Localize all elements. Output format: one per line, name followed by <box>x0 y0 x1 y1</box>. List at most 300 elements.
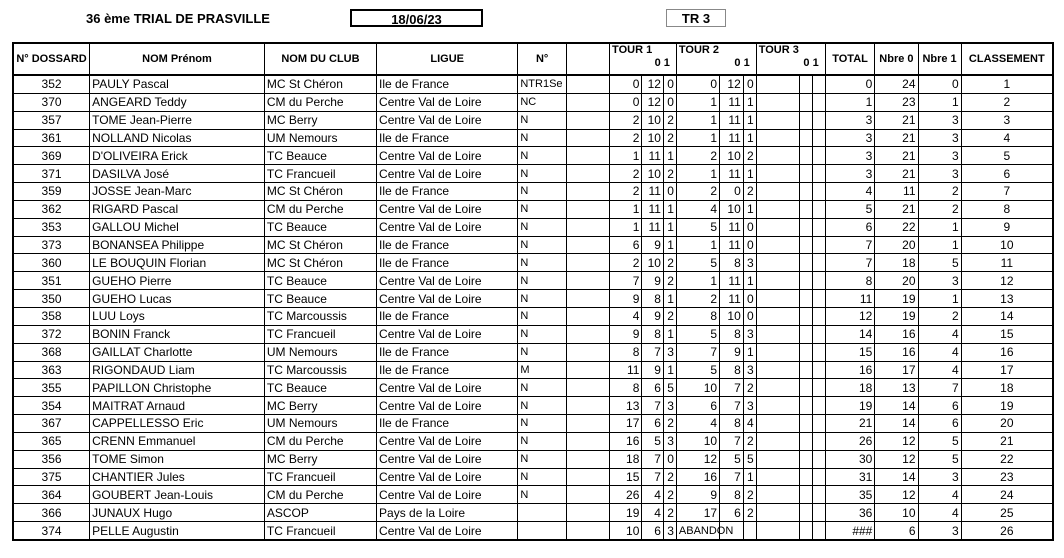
cell-n-extra <box>566 147 609 165</box>
cell-t2-pts: 8 <box>676 307 719 325</box>
cell-t3-pts <box>756 432 799 450</box>
cell-t3-0 <box>799 200 812 218</box>
cell-nom: CHANTIER Jules <box>90 468 265 486</box>
cell-total: 12 <box>825 307 875 325</box>
cell-t1-pts: 2 <box>610 165 642 183</box>
cell-t1-1: 2 <box>663 415 676 433</box>
cell-classement: 9 <box>961 218 1053 236</box>
cell-t2-pts: 12 <box>676 450 719 468</box>
cell-n: N <box>518 254 567 272</box>
cell-t3-0 <box>799 325 812 343</box>
col-total: TOTAL <box>825 43 875 75</box>
cell-t2-0: 10 <box>720 147 744 165</box>
cell-ligue: Centre Val de Loire <box>377 468 518 486</box>
cell-classement: 8 <box>961 200 1053 218</box>
cell-t1-1: 0 <box>663 93 676 111</box>
cell-t1-0: 7 <box>642 450 664 468</box>
col-n-extra <box>566 43 609 75</box>
date-box: 18/06/23 <box>350 9 483 27</box>
cell-t2-1: 2 <box>743 147 756 165</box>
cell-t2-1: 0 <box>743 307 756 325</box>
cell-t3-0 <box>799 129 812 147</box>
cell-ligue: Centre Val de Loire <box>377 93 518 111</box>
cell-t2-pts: 16 <box>676 468 719 486</box>
cell-t2-pts: 0 <box>676 75 719 93</box>
cell-nom: BONANSEA Philippe <box>90 236 265 254</box>
cell-classement: 10 <box>961 236 1053 254</box>
cell-t1-0: 9 <box>642 236 664 254</box>
cell-dossard: 366 <box>13 504 90 522</box>
cell-nbre0: 12 <box>875 450 918 468</box>
cell-t2-pts: 1 <box>676 111 719 129</box>
cell-total: 0 <box>825 75 875 93</box>
cell-t2-pts: 4 <box>676 415 719 433</box>
cell-ligue: Centre Val de Loire <box>377 379 518 397</box>
tour2-label: TOUR 2 <box>678 44 720 56</box>
cell-t1-1: 1 <box>663 290 676 308</box>
cell-club: MC St Chéron <box>264 236 376 254</box>
cell-t3-pts <box>756 361 799 379</box>
cell-nbre0: 14 <box>875 397 918 415</box>
cell-t1-0: 10 <box>642 111 664 129</box>
cell-nbre0: 16 <box>875 343 918 361</box>
cell-t3-pts <box>756 75 799 93</box>
cell-total: 21 <box>825 415 875 433</box>
cell-t3-1 <box>812 432 825 450</box>
table-row <box>13 93 1053 111</box>
cell-t1-0: 8 <box>642 290 664 308</box>
cell-classement: 14 <box>961 307 1053 325</box>
cell-total: 3 <box>825 111 875 129</box>
cell-t2-0: 12 <box>720 75 744 93</box>
cell-t1-pts: 0 <box>610 75 642 93</box>
cell-nbre0: 21 <box>875 165 918 183</box>
cell-t3-0 <box>799 504 812 522</box>
cell-n-extra <box>566 254 609 272</box>
cell-nbre1: 3 <box>918 272 961 290</box>
cell-t3-1 <box>812 183 825 201</box>
cell-classement: 2 <box>961 93 1053 111</box>
cell-ligue: Centre Val de Loire <box>377 147 518 165</box>
cell-dossard: 354 <box>13 397 90 415</box>
cell-t3-1 <box>812 522 825 540</box>
cell-classement: 21 <box>961 432 1053 450</box>
cell-t3-0 <box>799 75 812 93</box>
cell-ligue: Ile de France <box>377 254 518 272</box>
tour2-sub: 0 1 <box>734 57 750 69</box>
table-row <box>13 183 1053 201</box>
cell-ligue: Pays de la Loire <box>377 504 518 522</box>
cell-classement: 5 <box>961 147 1053 165</box>
cell-dossard: 372 <box>13 325 90 343</box>
cell-classement: 13 <box>961 290 1053 308</box>
cell-club: CM du Perche <box>264 200 376 218</box>
cell-dossard: 358 <box>13 307 90 325</box>
cell-dossard: 375 <box>13 468 90 486</box>
table-row <box>13 111 1053 129</box>
cell-t3-1 <box>812 75 825 93</box>
col-nbre0: Nbre 0 <box>875 43 918 75</box>
cell-n-extra <box>566 290 609 308</box>
cell-club: TC Francueil <box>264 165 376 183</box>
cell-t3-pts <box>756 290 799 308</box>
cell-t3-0 <box>799 415 812 433</box>
cell-ligue: Centre Val de Loire <box>377 200 518 218</box>
cell-nbre0: 10 <box>875 504 918 522</box>
cell-nbre1: 3 <box>918 147 961 165</box>
table-row <box>13 325 1053 343</box>
table-row <box>13 361 1053 379</box>
cell-t3-pts <box>756 486 799 504</box>
cell-t2-0: 8 <box>720 361 744 379</box>
cell-t3-1 <box>812 450 825 468</box>
cell-t2-1: 1 <box>743 165 756 183</box>
col-classement: CLASSEMENT <box>961 43 1053 75</box>
cell-t3-1 <box>812 236 825 254</box>
cell-ligue: Centre Val de Loire <box>377 218 518 236</box>
cell-club: TC Francueil <box>264 468 376 486</box>
tour3-label: TOUR 3 <box>758 44 799 56</box>
cell-dossard: 364 <box>13 486 90 504</box>
cell-nom: RIGARD Pascal <box>90 200 265 218</box>
cell-t1-1: 1 <box>663 325 676 343</box>
cell-t2-0: 11 <box>720 165 744 183</box>
cell-t3-1 <box>812 147 825 165</box>
cell-club: TC Marcoussis <box>264 307 376 325</box>
table-row <box>13 147 1053 165</box>
cell-t1-0: 10 <box>642 165 664 183</box>
table-row <box>13 468 1053 486</box>
cell-t3-0 <box>799 522 812 540</box>
table-row <box>13 486 1053 504</box>
cell-ligue: Centre Val de Loire <box>377 522 518 540</box>
cell-n: N <box>518 272 567 290</box>
cell-t1-0: 11 <box>642 147 664 165</box>
cell-t1-0: 8 <box>642 325 664 343</box>
cell-t2-pts: 6 <box>676 397 719 415</box>
cell-t2-pts: 1 <box>676 165 719 183</box>
cell-ligue: Centre Val de Loire <box>377 290 518 308</box>
cell-t3-1 <box>812 343 825 361</box>
cell-nbre1: 4 <box>918 361 961 379</box>
cell-n-extra <box>566 111 609 129</box>
cell-classement: 15 <box>961 325 1053 343</box>
cell-club: TC Beauce <box>264 147 376 165</box>
cell-n <box>518 504 567 522</box>
cell-dossard: 373 <box>13 236 90 254</box>
cell-nbre0: 12 <box>875 432 918 450</box>
cell-t1-0: 10 <box>642 129 664 147</box>
cell-t3-0 <box>799 111 812 129</box>
cell-dossard: 362 <box>13 200 90 218</box>
cell-nbre1: 2 <box>918 183 961 201</box>
cell-nbre0: 20 <box>875 272 918 290</box>
cell-nbre1: 0 <box>918 75 961 93</box>
cell-nbre0: 24 <box>875 75 918 93</box>
cell-total: 5 <box>825 200 875 218</box>
cell-t1-pts: 10 <box>610 522 642 540</box>
cell-t2-pts: 1 <box>676 93 719 111</box>
table-row <box>13 522 1053 540</box>
cell-t2-1: 2 <box>743 183 756 201</box>
table-row <box>13 129 1053 147</box>
category-box: TR 3 <box>666 9 726 27</box>
cell-nbre0: 14 <box>875 468 918 486</box>
cell-t3-0 <box>799 343 812 361</box>
cell-club: UM Nemours <box>264 415 376 433</box>
cell-t2-0: 7 <box>720 468 744 486</box>
cell-classement: 11 <box>961 254 1053 272</box>
cell-nbre1: 3 <box>918 111 961 129</box>
cell-t1-0: 6 <box>642 415 664 433</box>
cell-dossard: 352 <box>13 75 90 93</box>
cell-dossard: 368 <box>13 343 90 361</box>
table-row <box>13 450 1053 468</box>
cell-t3-pts <box>756 236 799 254</box>
table-row <box>13 75 1053 93</box>
cell-nbre0: 21 <box>875 147 918 165</box>
cell-ligue: Centre Val de Loire <box>377 450 518 468</box>
col-dossard: N° DOSSARD <box>13 43 90 75</box>
cell-classement: 26 <box>961 522 1053 540</box>
cell-t2-pts: 5 <box>676 325 719 343</box>
cell-t1-1: 3 <box>663 397 676 415</box>
cell-nom: NOLLAND Nicolas <box>90 129 265 147</box>
cell-nbre0: 14 <box>875 415 918 433</box>
cell-nom: DASILVA José <box>90 165 265 183</box>
cell-t1-0: 11 <box>642 183 664 201</box>
table-row <box>13 379 1053 397</box>
cell-t3-pts <box>756 504 799 522</box>
cell-club: TC Beauce <box>264 379 376 397</box>
cell-club: CM du Perche <box>264 486 376 504</box>
cell-total: 11 <box>825 290 875 308</box>
cell-t1-pts: 2 <box>610 183 642 201</box>
cell-ligue: Centre Val de Loire <box>377 325 518 343</box>
cell-t3-1 <box>812 415 825 433</box>
cell-t1-0: 9 <box>642 307 664 325</box>
cell-n-extra <box>566 93 609 111</box>
cell-t3-pts <box>756 147 799 165</box>
cell-club: CM du Perche <box>264 93 376 111</box>
cell-t1-1: 0 <box>663 75 676 93</box>
cell-t3-pts <box>756 397 799 415</box>
cell-n-extra <box>566 307 609 325</box>
cell-dossard: 353 <box>13 218 90 236</box>
cell-t1-1: 3 <box>663 432 676 450</box>
cell-n-extra <box>566 450 609 468</box>
cell-dossard: 370 <box>13 93 90 111</box>
col-nbre1: Nbre 1 <box>918 43 961 75</box>
cell-dossard: 369 <box>13 147 90 165</box>
cell-t3-1 <box>812 325 825 343</box>
cell-t1-1: 1 <box>663 147 676 165</box>
cell-nom: JUNAUX Hugo <box>90 504 265 522</box>
cell-t2-0: 11 <box>720 290 744 308</box>
cell-t1-pts: 1 <box>610 218 642 236</box>
col-tour2 <box>676 43 756 75</box>
cell-t1-pts: 16 <box>610 432 642 450</box>
cell-club: TC Beauce <box>264 218 376 236</box>
cell-dossard: 357 <box>13 111 90 129</box>
cell-t1-1: 2 <box>663 468 676 486</box>
cell-ligue: Centre Val de Loire <box>377 486 518 504</box>
cell-nbre0: 11 <box>875 183 918 201</box>
cell-classement: 6 <box>961 165 1053 183</box>
cell-nom: GOUBERT Jean-Louis <box>90 486 265 504</box>
cell-t3-1 <box>812 93 825 111</box>
cell-ligue: Ile de France <box>377 343 518 361</box>
cell-n-extra <box>566 218 609 236</box>
cell-n: N <box>518 468 567 486</box>
cell-t2-0: 6 <box>720 504 744 522</box>
cell-n-extra <box>566 432 609 450</box>
cell-ligue: Ile de France <box>377 415 518 433</box>
table-row <box>13 236 1053 254</box>
cell-n-extra <box>566 165 609 183</box>
cell-nbre1: 5 <box>918 450 961 468</box>
cell-t1-pts: 7 <box>610 272 642 290</box>
cell-dossard: 356 <box>13 450 90 468</box>
cell-total: 30 <box>825 450 875 468</box>
cell-t3-1 <box>812 486 825 504</box>
cell-t1-1: 2 <box>663 504 676 522</box>
cell-nbre1: 1 <box>918 218 961 236</box>
cell-t2-0: 11 <box>720 272 744 290</box>
cell-dossard: 360 <box>13 254 90 272</box>
cell-classement: 20 <box>961 415 1053 433</box>
cell-t2-0: 11 <box>720 93 744 111</box>
cell-t3-1 <box>812 218 825 236</box>
cell-classement: 25 <box>961 504 1053 522</box>
cell-dossard: 374 <box>13 522 90 540</box>
cell-t2-pts: 9 <box>676 486 719 504</box>
cell-classement: 23 <box>961 468 1053 486</box>
cell-classement: 1 <box>961 75 1053 93</box>
cell-t1-0: 12 <box>642 93 664 111</box>
cell-n: M <box>518 361 567 379</box>
table-row <box>13 254 1053 272</box>
cell-t3-pts <box>756 307 799 325</box>
cell-dossard: 351 <box>13 272 90 290</box>
cell-nbre1: 3 <box>918 468 961 486</box>
cell-t3-1 <box>812 379 825 397</box>
cell-t3-1 <box>812 200 825 218</box>
cell-n-extra <box>566 272 609 290</box>
cell-t1-0: 4 <box>642 504 664 522</box>
cell-nom: GUEHO Lucas <box>90 290 265 308</box>
cell-t2-0: 0 <box>720 183 744 201</box>
cell-nbre1: 4 <box>918 325 961 343</box>
cell-t2-1: 3 <box>743 361 756 379</box>
cell-nbre1: 7 <box>918 379 961 397</box>
col-tour3 <box>756 43 825 75</box>
cell-t3-1 <box>812 361 825 379</box>
cell-t1-pts: 9 <box>610 290 642 308</box>
cell-n-extra <box>566 415 609 433</box>
results-table <box>12 42 1054 541</box>
cell-t1-0: 5 <box>642 432 664 450</box>
cell-t1-0: 7 <box>642 468 664 486</box>
cell-ligue: Centre Val de Loire <box>377 432 518 450</box>
cell-classement: 24 <box>961 486 1053 504</box>
cell-t1-1: 0 <box>663 183 676 201</box>
cell-t2-1: 1 <box>743 272 756 290</box>
cell-t2-pts: 2 <box>676 290 719 308</box>
cell-t2-0: 11 <box>720 218 744 236</box>
cell-t1-1: 2 <box>663 486 676 504</box>
cell-n: N <box>518 147 567 165</box>
cell-total: 3 <box>825 165 875 183</box>
cell-t3-0 <box>799 218 812 236</box>
cell-t2-0: 10 <box>720 307 744 325</box>
cell-classement: 19 <box>961 397 1053 415</box>
cell-nbre1: 5 <box>918 432 961 450</box>
cell-t2-0: 7 <box>720 432 744 450</box>
cell-t2-0: 8 <box>720 254 744 272</box>
cell-nbre0: 21 <box>875 129 918 147</box>
cell-club: MC St Chéron <box>264 254 376 272</box>
cell-t2-pts: 17 <box>676 504 719 522</box>
tour3-sub: 0 1 <box>803 57 819 69</box>
cell-classement: 4 <box>961 129 1053 147</box>
cell-club: UM Nemours <box>264 343 376 361</box>
cell-club: TC Francueil <box>264 325 376 343</box>
cell-t1-pts: 15 <box>610 468 642 486</box>
cell-total: 19 <box>825 397 875 415</box>
cell-n: N <box>518 415 567 433</box>
cell-nbre1: 3 <box>918 129 961 147</box>
cell-total: 3 <box>825 129 875 147</box>
cell-n: N <box>518 450 567 468</box>
cell-dossard: 371 <box>13 165 90 183</box>
cell-t2-1: 0 <box>743 75 756 93</box>
cell-nom: PAPILLON Christophe <box>90 379 265 397</box>
cell-t2-1 <box>743 522 756 540</box>
cell-t2-pts: 5 <box>676 254 719 272</box>
cell-t2-pts: 1 <box>676 236 719 254</box>
cell-t2-1: 0 <box>743 218 756 236</box>
cell-n: NTR1Se <box>518 75 567 93</box>
table-row <box>13 397 1053 415</box>
cell-t1-pts: 0 <box>610 93 642 111</box>
cell-t3-pts <box>756 415 799 433</box>
cell-t1-0: 9 <box>642 361 664 379</box>
col-ligue: LIGUE <box>377 43 518 75</box>
cell-t3-1 <box>812 129 825 147</box>
cell-n: N <box>518 486 567 504</box>
cell-t3-pts <box>756 379 799 397</box>
cell-nbre0: 21 <box>875 111 918 129</box>
cell-club: UM Nemours <box>264 129 376 147</box>
cell-classement: 16 <box>961 343 1053 361</box>
cell-t1-0: 12 <box>642 75 664 93</box>
cell-t2-1: 2 <box>743 486 756 504</box>
cell-ligue: Ile de France <box>377 75 518 93</box>
cell-nom: GALLOU Michel <box>90 218 265 236</box>
cell-n-extra <box>566 236 609 254</box>
table-row <box>13 200 1053 218</box>
cell-t1-pts: 8 <box>610 343 642 361</box>
cell-t2-pts: 5 <box>676 218 719 236</box>
cell-dossard: 359 <box>13 183 90 201</box>
cell-t2-1: 3 <box>743 325 756 343</box>
cell-t3-0 <box>799 450 812 468</box>
cell-t3-0 <box>799 432 812 450</box>
cell-t3-0 <box>799 254 812 272</box>
cell-t2-1: 1 <box>743 468 756 486</box>
cell-club: MC Berry <box>264 111 376 129</box>
